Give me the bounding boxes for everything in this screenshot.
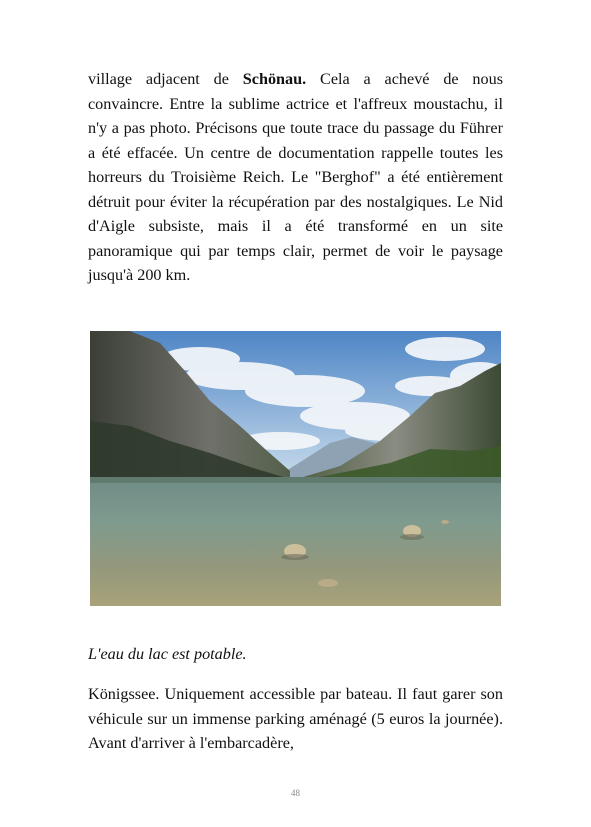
lake-water [90,477,501,606]
paragraph-1-start: village adjacent de [88,70,243,88]
body-paragraph-2: Königssee. Uniquement accessible par bateau. Il faut garer son véhicule sur un immense parking aménagé (5 euros la journée). Avant d'arriver à l'embarcadère, [88,685,503,752]
page-number: 48 [291,788,300,798]
paragraph-1-rest: Cela a achevé de nous convaincre. Entre la sublime actrice et l'affreux moustachu, il n'y a pas photo. Précisons que toute trace du passage du Führer a été effacée. Un centre de documentation rappelle toutes les horreurs du Troisième Reich. Le "Berghof" a été entièrement détruit pour éviter la récupération par des nostalgiques. Le Nid d'Aigle subsiste, mais il a été transformé en un site panoramique qui par temps clair, permet de voir le paysage jusqu'à 200 km. [88,70,504,284]
lake-photo [90,331,501,606]
photo-caption: L'eau du lac est potable. [88,645,247,663]
place-name-schonau: Schönau. [242,70,307,88]
body-paragraph-1 [88,67,503,288]
